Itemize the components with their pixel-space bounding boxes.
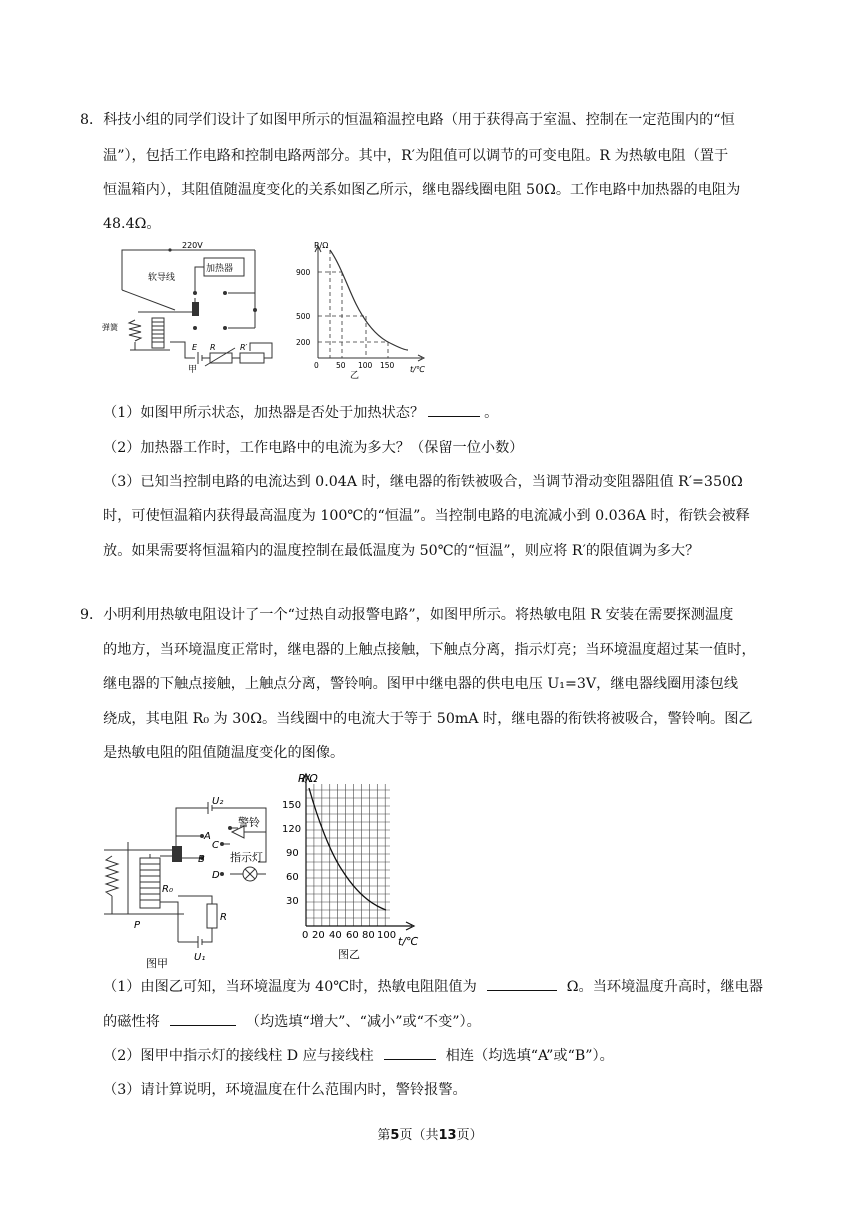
q9-p-label: P [134, 920, 141, 931]
footer-mid: 页（共 [399, 1128, 439, 1143]
q9-text-line-3: 继电器的下触点接触，上触点分离，警铃响。图甲中继电器的供电电压 U₁=3V，继电器线圈用漆包线 [103, 676, 739, 692]
q9-ytick-150: 150 [282, 800, 302, 811]
q9-text-line-1: 9．小明利用热敏电阻设计了一个“过热自动报警电路”，如图甲所示。将热敏电阻 R 安装在需要探测温度 [80, 607, 734, 623]
q8-fig-a-caption: 甲 [188, 365, 198, 375]
q9-ytick-90: 90 [286, 848, 299, 859]
q9-ytick-30: 30 [286, 896, 299, 907]
q9-xtick-80: 80 [362, 930, 375, 941]
q9-u1-label: U₁ [194, 952, 206, 963]
q9-sub1-blank-2[interactable] [170, 1011, 236, 1026]
q8-ytick-200: 200 [296, 338, 311, 347]
q9-sub2 [103, 1045, 614, 1066]
q9-c-label: C [212, 840, 219, 851]
q9-sub1-blank-1[interactable] [487, 976, 557, 991]
q9-ytick-120: 120 [282, 824, 302, 835]
q8-text-line-2: 温”），包括工作电路和控制电路两部分。其中，R′为阻值可以调节的可变电阻。R 为热敏电阻（置于 [103, 148, 729, 164]
q8-sub1-answer-blank[interactable] [428, 402, 480, 417]
q9-sub1-line-2 [103, 1011, 481, 1032]
q8-wire-label: 软导线 [148, 273, 176, 283]
q9-r0-label: R₀ [162, 884, 173, 895]
q9-xtick-40: 40 [329, 930, 342, 941]
q9-d-label: D [212, 870, 220, 881]
q9-lamp-label: 指示灯 [230, 851, 263, 864]
q9-graph-xlabel: t/℃ [398, 935, 419, 948]
q8-text-line-1: 8．科技小组的同学们设计了如图甲所示的恒温箱温控电路（用于获得高于室温、控制在一定范围内的“恒 [80, 112, 735, 128]
q9-text-line-4: 绕成，其电阻 R₀ 为 30Ω。当线圈中的电流大于等于 50mA 时，继电器的衔铁将被吸合，警铃响。图乙 [103, 711, 753, 727]
q9-u2-label: U₂ [212, 796, 224, 807]
q8-sub3-line-1: （3）已知当控制电路的电流达到 0.04A 时，继电器的衔铁被吸合，当调节滑动变阻器阻值 R′=350Ω [103, 474, 743, 490]
q9-text-line-5: 是热敏电阻的阻值随温度变化的图像。 [103, 745, 345, 761]
q9-fig-a-caption: 图甲 [146, 957, 168, 970]
q9-xtick-0: 0 [302, 930, 309, 941]
q9-xtick-100: 100 [377, 930, 397, 941]
q8-text-line-4: 48.4Ω。 [103, 216, 161, 232]
footer-page-number: 5 [390, 1128, 400, 1143]
footer-suffix: 页） [456, 1128, 483, 1143]
q9-bell-label: 警铃 [238, 816, 260, 829]
footer-total-pages: 13 [438, 1128, 457, 1143]
q8-xtick-150: 150 [380, 361, 395, 370]
q9-graph-ylabel: R/Ω [298, 772, 318, 785]
q8-graph-xlabel: t/℃ [410, 365, 425, 374]
q8-sub1-end: 。 [484, 405, 499, 421]
q9-sub1-text: （1）由图乙可知，当环境温度为 40℃时，热敏电阻阻值为 [103, 979, 477, 995]
q9-a-label: A [204, 831, 211, 842]
q9-sub1-text-2: Ω。当环境温度升高时，继电器 [566, 979, 763, 995]
q9-rt-graph [278, 770, 438, 970]
q9-xtick-20: 20 [312, 930, 325, 941]
q9-sub2-text: （2）图甲中指示灯的接线柱 D 应与接线柱 [103, 1048, 374, 1064]
q8-fig-b-caption: 乙 [350, 371, 360, 381]
q9-sub2-blank[interactable] [384, 1045, 436, 1060]
q9-circuit-figure [98, 792, 278, 972]
q9-xtick-60: 60 [346, 930, 359, 941]
q8-r-label: R [210, 343, 216, 352]
q8-ytick-900: 900 [296, 268, 311, 277]
q8-e-label: E [192, 343, 198, 352]
q9-sub1-text-4: （均选填“增大”、“减小”或“不变”）。 [245, 1014, 481, 1030]
q8-sub3-line-2: 时，可使恒温箱内获得最高温度为 100℃的“恒温”。当控制电路的电流减小到 0.036A 时，衔铁会被释 [103, 508, 750, 524]
q8-circuit-figure [100, 238, 290, 373]
q9-b-label: B [198, 854, 205, 865]
q8-rp-label: R′ [240, 343, 248, 352]
q9-text-line-2: 的地方，当环境温度正常时，继电器的上触点接触，下触点分离，指示灯亮；当环境温度超过某一值时， [103, 642, 756, 658]
page-footer [0, 1124, 860, 1143]
q8-text-line-3: 恒温箱内），其阻值随温度变化的关系如图乙所示，继电器线圈电阻 50Ω。工作电路中加热器的电阻为 [103, 182, 741, 198]
q8-sub2: （2）加热器工作时，工作电路中的电流为多大？（保留一位小数） [103, 440, 524, 456]
q9-sub3: （3）请计算说明，环境温度在什么范围内时，警铃报警。 [103, 1082, 467, 1098]
q8-sub1 [103, 402, 498, 423]
q8-spring-label: 弹簧 [102, 323, 118, 332]
q8-heater-label: 加热器 [206, 264, 234, 274]
q9-sub1-line-1 [103, 976, 763, 997]
q8-supply-label: 220V [182, 241, 203, 250]
q8-ytick-500: 500 [296, 312, 311, 321]
q8-graph-ylabel: R/Ω [314, 241, 329, 250]
q8-xtick-50: 50 [336, 361, 346, 370]
q9-ytick-60: 60 [286, 872, 299, 883]
q8-rt-graph [292, 238, 432, 381]
q8-xtick-0: 0 [314, 361, 319, 370]
q9-fig-b-caption: 图乙 [338, 948, 360, 961]
q9-r-label: R [220, 912, 227, 923]
q8-xtick-100: 100 [358, 361, 373, 370]
q8-sub1-text: （1）如图甲所示状态，加热器是否处于加热状态？ [103, 405, 425, 421]
q8-sub3-line-3: 放。如果需要将恒温箱内的温度控制在最低温度为 50℃的“恒温”，则应将 R′的限值调为多大？ [103, 543, 700, 559]
q9-sub2-text-2: 相连（均选填“A”或“B”）。 [445, 1048, 614, 1064]
q9-sub1-text-3: 的磁性将 [103, 1014, 160, 1030]
footer-prefix: 第 [377, 1128, 391, 1143]
